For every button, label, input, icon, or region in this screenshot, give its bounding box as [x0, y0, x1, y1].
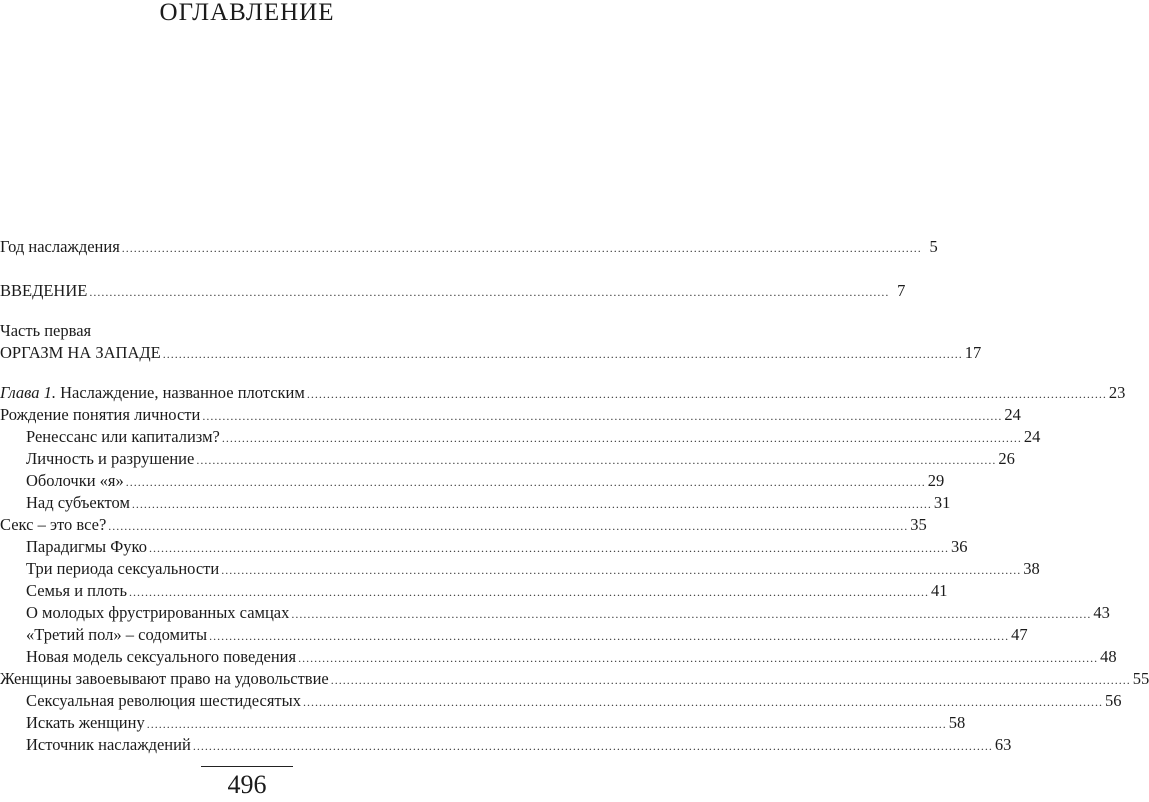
toc-entry-title: Три периода сексуальности: [26, 559, 220, 578]
toc-entry-subsection[interactable]: [0, 602, 1110, 624]
toc-page-number: 24: [1004, 405, 1021, 424]
toc-entry-title: Секс – это все?: [0, 515, 107, 534]
dot-leader: ........................................................................................................................................................................................................: [298, 651, 1099, 665]
toc-entry-title: Над субъектом: [26, 493, 130, 512]
toc-page-number: 56: [1104, 691, 1122, 710]
toc-entry-subsection[interactable]: [0, 690, 1122, 712]
toc-entry-subsection[interactable]: [0, 624, 1028, 646]
toc-page-number: 63: [994, 735, 1012, 754]
toc-entry-subsection[interactable]: [0, 492, 951, 514]
toc-entry-title: Новая модель сексуального поведения: [26, 647, 297, 666]
toc-entry-chapter-1[interactable]: [0, 382, 1126, 404]
chapter-label: Глава 1.: [0, 383, 56, 402]
toc-entry-section[interactable]: [0, 514, 927, 536]
dot-leader: ........................................................................................................................................................................................................: [302, 695, 1103, 709]
dot-leader: ........................................................................................................................................................................................................: [148, 541, 949, 555]
toc-entry-subsection[interactable]: [0, 558, 1040, 580]
toc-page-number: 23: [1108, 383, 1126, 402]
toc-entry-god-naslazhdeniya[interactable]: [0, 236, 938, 258]
toc-page-number: 26: [998, 449, 1015, 468]
page-number: 496: [227, 770, 267, 799]
toc-page-number: 17: [964, 343, 982, 362]
toc-page-number: 47: [1011, 625, 1028, 644]
part-label: [0, 320, 494, 342]
toc-entry-title: Сексуальная революция шестидесятых: [26, 691, 301, 710]
footer-divider: [201, 766, 293, 767]
toc-entry-title: Оболочки «я»: [26, 471, 124, 490]
toc-entry-subsection[interactable]: [0, 448, 1015, 470]
dot-leader: ........................................................................................................................................................................................................: [209, 629, 1010, 643]
toc-entry-title: Год наслаждения: [0, 237, 120, 256]
toc-page-number: 36: [950, 537, 968, 556]
dot-leader: ........................................................................................................................................................................................................: [129, 585, 929, 599]
toc-entry-title: Женщины завоевывают право на удовольствие: [0, 669, 329, 688]
toc-entry-title: [0, 382, 305, 404]
dot-leader: ........................................................................................................................................................................................................: [121, 241, 922, 255]
toc-entry-vvedenie[interactable]: [0, 280, 906, 302]
toc-entry-title: «Третий пол» – содомиты: [26, 625, 208, 644]
toc-page-number: 35: [910, 515, 927, 534]
toc-entry-subsection[interactable]: [0, 426, 1041, 448]
toc-entry-title: Источник наслаждений: [26, 735, 191, 754]
toc-entry-part-one[interactable]: [0, 342, 982, 364]
dot-leader: ........................................................................................................................................................................................................: [108, 519, 909, 533]
dot-leader: ........................................................................................................................................................................................................: [306, 387, 1107, 401]
chapter-title: Наслаждение, названное плотским: [55, 383, 305, 402]
toc-entry-title: Ренессанс или капитализм?: [26, 427, 220, 446]
dot-leader: ........................................................................................................................................................................................................: [196, 453, 997, 467]
toc-page-number: 41: [931, 581, 948, 600]
dot-leader: ........................................................................................................................................................................................................: [146, 717, 947, 731]
toc-entry-section[interactable]: [0, 404, 1021, 426]
toc-entry-section[interactable]: [0, 668, 1149, 690]
page-title: ОГЛАВЛЕНИЕ: [159, 0, 335, 26]
dot-leader: ........................................................................................................................................................................................................: [221, 563, 1022, 577]
toc-page-number: 55: [1132, 669, 1149, 688]
toc-entry-subsection[interactable]: [0, 734, 1012, 756]
toc-entry-title: Искать женщину: [26, 713, 145, 732]
toc-entry-title: ВВЕДЕНИЕ: [0, 281, 88, 300]
toc-entry-subsection[interactable]: [0, 580, 948, 602]
toc-entry-subsection[interactable]: [0, 646, 1117, 668]
dot-leader: ........................................................................................................................................................................................................: [89, 285, 890, 299]
toc-entry-subsection[interactable]: [0, 712, 966, 734]
part-heading: Часть первая: [0, 321, 92, 340]
toc-entry-title: Рождение понятия личности: [0, 405, 201, 424]
toc-page-number: 5: [929, 237, 938, 256]
toc-page-number: 43: [1093, 603, 1110, 622]
toc-entry-subsection[interactable]: [0, 470, 945, 492]
toc-page-number: 7: [897, 281, 906, 300]
toc-entry-title: О молодых фрустрированных самцах: [26, 603, 290, 622]
toc-entry-subsection[interactable]: [0, 536, 968, 558]
dot-leader: ........................................................................................................................................................................................................: [192, 739, 993, 753]
toc-page-number: 31: [933, 493, 951, 512]
toc-entry-title: Парадигмы Фуко: [26, 537, 147, 556]
dot-leader: ........................................................................................................................................................................................................: [221, 431, 1022, 445]
dot-leader: ........................................................................................................................................................................................................: [202, 409, 1003, 423]
toc-entry-title: Семья и плоть: [26, 581, 127, 600]
toc-page-number: 24: [1023, 427, 1041, 446]
toc-page-number: 58: [948, 713, 966, 732]
toc-page-number: 29: [927, 471, 945, 490]
toc-entry-title: ОРГАЗМ НА ЗАПАДЕ: [0, 343, 161, 362]
dot-leader: ........................................................................................................................................................................................................: [291, 607, 1092, 621]
toc-page-number: 48: [1100, 647, 1117, 666]
dot-leader: ........................................................................................................................................................................................................: [131, 497, 932, 511]
dot-leader: ........................................................................................................................................................................................................: [330, 673, 1131, 687]
dot-leader: ........................................................................................................................................................................................................: [125, 475, 926, 489]
toc-entry-title: Личность и разрушение: [26, 449, 195, 468]
dot-leader: ........................................................................................................................................................................................................: [162, 347, 963, 361]
toc-page-number: 38: [1023, 559, 1040, 578]
